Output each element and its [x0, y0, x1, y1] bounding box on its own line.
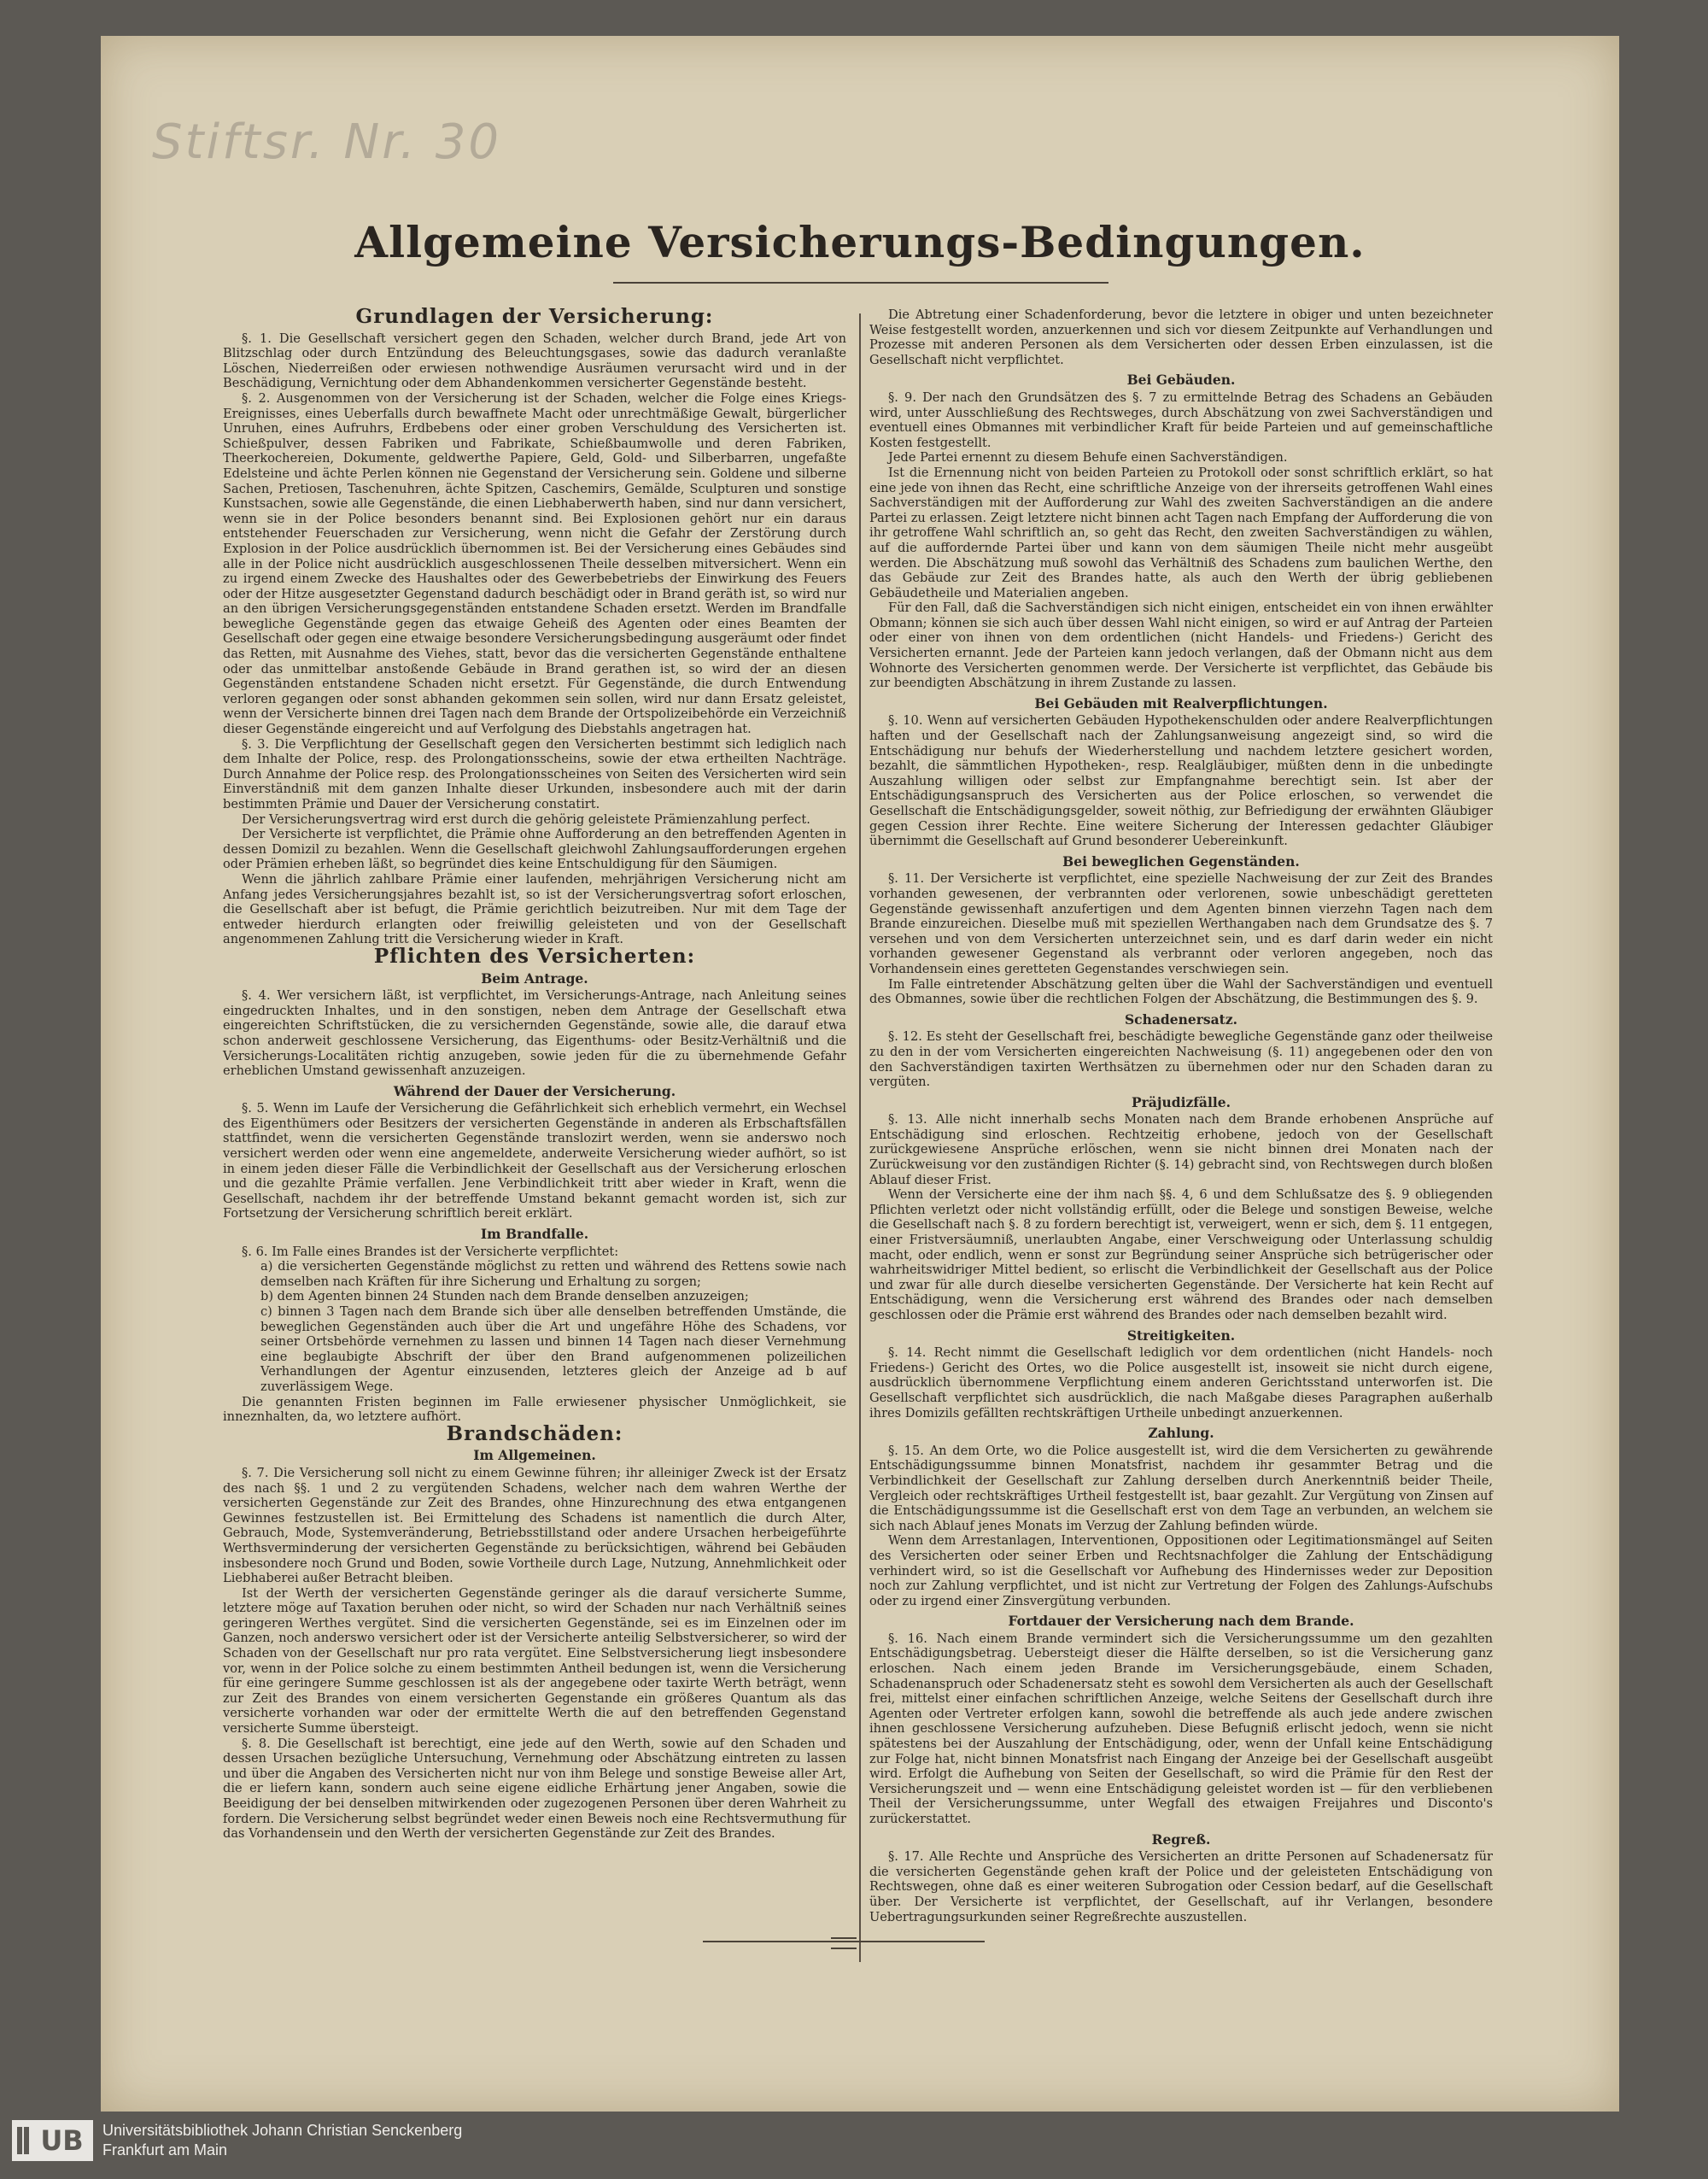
left-column	[223, 305, 846, 1842]
paragraph-13: §. 13. Alle nicht innerhalb sechs Monaten nach dem Brande erhobenen Ansprüche auf Entschädigung sind erloschen. Rechtzeitig erhobene, jedoch von der Gesellschaft zurückgewiesene Ansprüche erlöschen, wenn sie nicht binnen drei Monaten nach der Zurückweisung vor den zuständigen Richter (§. 14) gebracht sind, von Rechtswegen durch bloßen Ablauf dieser Frist.	[869, 1112, 1493, 1187]
paragraph-4: §. 4. Wer versichern läßt, ist verpflichtet, im Versicherungs-Antrage, nach Anleitung seines eingedruckten Inhaltes, und in den sonstigen, neben dem Antrage der Gesellschaft etwa eingereichten Schriftstücken, die zu versichernden Gegenstände, sowie alle, die darauf etwa schon anderweit geschlossene Versicherung, das Eigenthums- oder Besitz-Verhältniß und die Versicherungs-Localitäten richtig anzugeben, sowie jeden für die zu übernehmende Gefahr erheblichen Umstand gewissenhaft anzuzeigen.	[223, 988, 846, 1079]
paragraph-12: §. 12. Es steht der Gesellschaft frei, beschädigte bewegliche Gegenstände ganz oder theilweise zu den in der vom Versicherten eingereichten Nachweisung (§. 11) angegebenen oder den von den Sachverständigen taxirten Werthsätzen zu übernehmen oder nur den Schaden daran zu vergüten.	[869, 1029, 1493, 1090]
document-sheet	[101, 36, 1619, 2112]
paragraph-3b: Der Versicherungsvertrag wird erst durch die gehörig geleistete Prämienzahlung perfect.	[242, 811, 810, 827]
subheading-gebauden: Bei Gebäuden.	[1126, 372, 1236, 389]
paragraph-2: §. 2. Ausgenommen von der Versicherung ist der Schaden, welcher die Folge eines Kriegs-Ereignisses, eines Ueberfalls durch bewaffnete Macht oder unrechtmäßige Gewalt, bürgerlicher Unruhen, eines Aufruhrs, Erdbebens oder einer groben Verschuldung des Versicherten ist. Schießpulver, dessen Fabriken und Fabrikate, Schießbaumwolle und deren Fabriken, Theerkochereien, Dokumente, geldwerthe Papiere, Geld, Gold- und Silberbarren, ungefaßte Edelsteine und ächte Perlen können nie Gegenstand der Versicherung sein. Goldene und silberne Sachen, Pretiosen, Taschenuhren, ächte Spitzen, Caschemirs, Gemälde, Sculpturen und sonstige Kunstsachen, sowie alle Gegenstände, die einen Liebhaberwerth haben, sind nur dann versichert, wenn sie in der Police besonders benannt sind. Bei Explosionen gehört nur ein daraus entstehender Feuerschaden zur Versicherung, wenn nicht die Gefahr der Zerstörung durch Explosion in der Police ausdrücklich übernommen ist. Bei der Versicherung eines Gebäudes sind alle in der Police nicht ausdrücklich ausgeschlossenen Theile desselben mitversichert. Wenn ein zu irgend einem Zwecke des Haushaltes oder des Gewerbebetriebs der Einwirkung des Feuers oder der Hitze ausgesetzter Gegenstand dadurch beschädigt oder in Brand geräth ist, so wird nur an den übrigen Versicherungsgegenständen entstandene Schaden ersetzt. Werden im Brandfalle bewegliche Gegenstände gegen das etwaige Geheiß des Agenten oder eines Beamten der Gesellschaft oder gegen eine etwaige besondere Versicherungsbedingung ausgeräumt oder findet das Retten, mit Ausnahme des Viehes, statt, bevor das die versicherten Gegenstände enthaltene oder das unmittelbar anstoßende Gebäude in Brand gerathen ist, so wird der an diesen Gegenständen entstandene Schaden nicht ersetzt. Für Gegenstände, die durch Entwendung verloren gegangen oder sonst abhanden gekommen sein sollen, wird nur dann Ersatz geleistet, wenn der Versicherte binnen drei Tagen nach dem Brande der Ortspolizeibehörde ein Verzeichniß dieser Gegenstände eingereicht und auf Verfolgung des Diebstahls angetragen hat.	[223, 390, 846, 737]
footer-institution: Universitätsbibliothek Johann Christian Senckenberg	[102, 2122, 463, 2139]
paragraph-9d: Für den Fall, daß die Sachverständigen sich nicht einigen, entscheidet ein von ihnen erwählter Obmann; können sie sich auch über dessen Wahl nicht einigen, so wird er auf Antrag der Parteien oder einer von ihnen von dem ordentlichen (nicht Handels- und Friedens-) Gericht des Versicherten ernannt. Jede der Parteien kann jedoch verlangen, daß der Obmann nicht aus dem Wohnorte des Versicherten genommen werde. Der Versicherte ist verpflichtet, das Gebäude bis zur beendigten Abschätzung in ihrem Zustande zu lassen.	[869, 600, 1493, 691]
library-logo-icon	[15, 2123, 38, 2158]
end-ornament	[703, 1941, 985, 1942]
paragraph-3c: Der Versicherte ist verpflichtet, die Prämie ohne Aufforderung an den betreffenden Agenten in dessen Domizil zu bezahlen. Wenn die Gesellschaft gleichwohl Zahlungsaufforderungen ergehen oder Prämien erheben läßt, so begründet dies keine Entschuldigung für den Säumigen.	[223, 827, 846, 872]
right-column	[869, 308, 1493, 1924]
paragraph-16: §. 16. Nach einem Brande vermindert sich die Versicherungssumme um den gezahlten Entschädigungsbetrag. Uebersteigt dieser die Hälfte derselben, so ist die Versicherung ganz erloschen. Nach einem jeden Brande im Versicherungsgebäude, einem Schaden, Schadenanspruch oder Schadenersatz steht es sowohl dem Versicherten als auch der Gesellschaft frei, mittelst einer einfachen schriftlichen Anzeige, welche Seitens der Gesellschaft durch ihre Agenten oder Vertreter erfolgen kann, sowohl die betreffende als auch jede andere zwischen ihnen geschlossene Versicherung aufzuheben. Diese Befugniß erlischt jedoch, wenn sie nicht spätestens bei der Auszahlung der Entschädigung, oder, wenn der Unfall keine Entschädigung zur Folge hat, nicht binnen Monatsfrist nach Eingang der Anzeige bei der Gesellschaft ausgeübt wird. Erfolgt die Aufhebung von Seiten der Gesellschaft, so wird die Prämie für den Rest der Versicherungszeit und — wenn eine Entschädigung geleistet worden ist — für den verbliebenen Theil der Versicherungssumme, unter Wegfall des etwaigen Freijahres und Disconto's zurückerstattet.	[869, 1631, 1493, 1826]
paragraph-11b: Im Falle eintretender Abschätzung gelten über die Wahl der Sachverständigen und eventuell des Obmannes, sowie über die rechtlichen Folgen der Abschätzung, die Bestimmungen des §. 9.	[869, 976, 1493, 1007]
column-divider	[859, 313, 861, 1962]
subheading-streitigkeiten: Streitigkeiten.	[1126, 1327, 1236, 1344]
paragraph-3: §. 3. Die Verpflichtung der Gesellschaft gegen den Versicherten bestimmt sich lediglich nach dem Inhalte der Police, resp. des Prolongationsscheins, sowie der etwa ertheilten Nachträge. Durch Annahme der Police resp. des Prolongationsscheines von Seiten des Versicherten wird sein Einverständniß mit dem ganzen Inhalte dieser Urkunden, insbesondere auch mit der darin bestimmten Prämie und Dauer der Versicherung constatirt.	[223, 736, 846, 811]
library-footer	[0, 2112, 1708, 2179]
heading-brandschaden: Brandschäden:	[446, 1421, 623, 1445]
duty-list	[223, 1259, 846, 1394]
paragraph-7b: Ist der Werth der versicherten Gegenstände geringer als die darauf versicherte Summe, letztere möge auf Taxation beruhen oder nicht, so wird der Schaden nur nach Verhältniß seines geringeren Werthes vergütet. Sind die versicherten Gegenstände, sei es im Einzelnen oder im Ganzen, noch anderswo versichert oder ist der Versicherte anteilig Selbstversicherer, so wird der Schaden von der Gesellschaft nur pro rata vergütet. Eine Selbstversicherung liegt insbesondere vor, wenn in der Police solche zu einem bestimmten Antheil bedungen ist, wenn die Versicherung für eine geringere Summe geschlossen ist als der angegebene oder taxirte Werth beträgt, wenn zur Zeit des Brandes von einem versicherten Gegenstande ein größeres Quantum als das versicherte vorhanden war oder der ermittelte Werth die auf den betreffenden Gegenstand versicherte Summe übersteigt.	[223, 1585, 846, 1737]
subheading-praejudizfaelle: Präjudizfälle.	[1131, 1093, 1231, 1110]
subheading-beweglichen: Bei beweglichen Gegenständen.	[1062, 852, 1300, 870]
subheading-zahlung: Zahlung.	[1148, 1425, 1214, 1442]
subheading-dauer: Während der Dauer der Versicherung.	[393, 1082, 676, 1099]
subheading-antrage: Beim Antrage.	[481, 969, 588, 987]
subheading-regress: Regreß.	[1151, 1830, 1211, 1848]
heading-pflichten: Pflichten des Versicherten:	[373, 944, 696, 968]
paragraph-17: §. 17. Alle Rechte und Ansprüche des Versicherten an dritte Personen auf Schadenersatz für die versicherten Gegenstände gehen kraft der Police und der geleisteten Entschädigung von Rechtswegen, ohne daß es einer weiteren Subrogation oder Cession bedarf, auf die Gesellschaft über. Der Versicherte ist verpflichtet, der Gesellschaft, auf ihr Verlangen, besondere Uebertragungsurkunden seiner Regreßrechte auszustellen.	[869, 1849, 1493, 1924]
subheading-brandfalle: Im Brandfalle.	[480, 1226, 589, 1243]
list-item: a) die versicherten Gegenstände möglichst zu retten und während des Rettens sowie nach demselben nach Kräften für ihre Sicherung und Erhaltung zu sorgen;	[260, 1259, 846, 1289]
paragraph-15: §. 15. An dem Orte, wo die Police ausgestellt ist, wird die dem Versicherten zu gewährende Entschädigungssumme binnen Monatsfrist, nachdem ihr gesammter Betrag und die Verbindlichkeit der Gesellschaft zur Zahlung derselben durch Anerkenntniß beider Theile, Vergleich oder rechtskräftiges Urtheil festgestellt ist, baar gezahlt. Zur Vergütung von Zinsen auf die Entschädigungssumme ist die Gesellschaft erst von dem Tage an verbunden, an welchem sie sich nach Ablauf jenes Monats im Verzug der Zahlung befinden würde.	[869, 1443, 1493, 1533]
title-rule	[613, 282, 1108, 284]
paragraph-8b: Die Abtretung einer Schadenforderung, bevor die letztere in obiger und unten bezeichneter Weise festgestellt worden, anzuerkennen und sich vor diesem Zeitpunkte auf Verhandlungen und Prozesse mit anderen Personen als dem Versicherten oder dessen Erben einzulassen, ist die Gesellschaft nicht verpflichtet.	[869, 308, 1493, 367]
paragraph-14: §. 14. Recht nimmt die Gesellschaft lediglich vor dem ordentlichen (nicht Handels- noch Friedens-) Gericht des Ortes, wo die Police ausgestellt ist, insoweit sie nicht durch eigene, ausdrücklich übernommene Verpflichtung einem anderen Gerichtsstand unterworfen ist. Die Gesellschaft verpflichtet sich ausdrücklich, die nach Maßgabe dieses Paragraphen außerhalb ihres Domizils gefällten rechtskräftigen Urtheile unbedingt anzuerkennen.	[869, 1345, 1493, 1420]
paragraph-9b: Jede Partei ernennt zu diesem Behufe einen Sachverständigen.	[888, 450, 1288, 466]
paragraph-5: §. 5. Wenn im Laufe der Versicherung die Gefährlichkeit sich erheblich vermehrt, ein Wechsel des Eigenthümers oder Besitzers der versicherten Gegenstände in anderen als Erbschaftsfällen stattfindet, wenn die versicherten Gegenstände translozirt werden, wenn sie anderswo noch versichert werden oder wenn eine angemeldete, anderweite Versicherung wieder aufhört, so ist in einem jeden dieser Fälle die Verbindlichkeit der Gesellschaft aus der Versicherung erloschen und die gezahlte Prämie verfallen. Jene Verbindlichkeit tritt aber wieder in Kraft, wenn die Gesellschaft, nachdem ihr der betreffende Umstand bekannt gemacht worden ist, sich zur Fortsetzung der Versicherung schriftlich bereit erklärt.	[223, 1101, 846, 1221]
footer-city: Frankfurt am Main	[102, 2141, 228, 2158]
heading-grundlagen: Grundlagen der Versicherung:	[355, 305, 714, 328]
list-item: b) dem Agenten binnen 24 Stunden nach dem Brande denselben anzuzeigen;	[260, 1289, 749, 1304]
paragraph-3d: Wenn die jährlich zahlbare Prämie einer laufenden, mehrjährigen Versicherung nicht am Anfang jedes Versicherungsjahres bezahlt ist, so ist der Versicherungsvertrag sofort erloschen, die Gesellschaft aber ist befugt, die Prämie gerichtlich beizutreiben. Nur mit dem Tage der entweder hierdurch erlangten oder freiwillig geleisteten und von der Gesellschaft angenommenen Zahlung tritt die Versicherung wieder in Kraft.	[223, 871, 846, 947]
subheading-realverpflichtungen: Bei Gebäuden mit Realverpflichtungen.	[1034, 694, 1328, 712]
paragraph-8: §. 8. Die Gesellschaft ist berechtigt, eine jede auf den Werth, sowie auf den Schaden und dessen Ursachen bezügliche Untersuchung, Vernehmung oder Abschätzung eintreten zu lassen und über die Angaben des Versicherten nicht nur von ihm Belege und sonstige Beweise aller Art, die er liefern kann, sondern auch seine eigene eidliche Erhärtung jener Angaben, sowie die Beeidigung der bei denselben mitwirkenden oder zugezogenen Personen über deren Wahrheit zu fordern. Die Versicherung selbst begründet weder einen Beweis noch eine Rechtsvermuthung für das Vorhandensein und den Werth der versicherten Gegenstände zur Zeit des Brandes.	[223, 1736, 846, 1842]
paragraph-10: §. 10. Wenn auf versicherten Gebäuden Hypothekenschulden oder andere Realverpflichtungen haften und der Gesellschaft nach der Zahlungsanweisung angezeigt sind, so wird die Entschädigung nur behufs der Wiederherstellung und nachdem letztere gesichert worden, bezahlt, die sämmtlichen Hypotheken-, resp. Realgläubiger, müßten denn in die unbedingte Auszahlung willigen oder selbst zur Empfangnahme berechtigt sein. Ist aber der Entschädigungsanspruch des Versicherten aus der Police erloschen, so verwendet die Gesellschaft die Entschädigungsgelder, soweit nöthig, zur Befriedigung der erwähnten Gläubiger gegen Cession ihrer Rechte. Eine weitere Sicherung der Interessen gedachter Gläubiger übernimmt die Gesellschaft auf Grund besonderer Uebereinkunft.	[869, 713, 1493, 849]
paragraph-11: §. 11. Der Versicherte ist verpflichtet, eine spezielle Nachweisung der zur Zeit des Brandes vorhanden gewesenen, der verbrannten oder verlorenen, sowie unbeschädigt geretteten Gegenstände gewissenhaft anzufertigen und dem Agenten binnen vierzehn Tagen nach dem Brande einzureichen. Dieselbe muß mit speziellen Werthangaben nach dem Grundsatze des §. 7 versehen und von dem Versicherten unterzeichnet sein, und es darf darin weder ein nicht vorhanden gewesener Gegenstand als verbrannt oder verloren angegeben, noch das Vorhandensein eines geretteten Gegenstandes verschwiegen sein.	[869, 871, 1493, 976]
subheading-allgemeinen: Im Allgemeinen.	[473, 1447, 596, 1464]
paragraph-6: §. 6. Im Falle eines Brandes ist der Versicherte verpflichtet:	[242, 1244, 619, 1259]
page-title: Allgemeine Versicherungs-Bedingungen.	[354, 217, 1366, 267]
paragraph-13b: Wenn der Versicherte eine der ihm nach §§. 4, 6 und dem Schlußsatze des §. 9 obliegenden Pflichten verletzt oder nicht vollständig erfüllt, oder die Belege und sonstigen Beweise, welche die Gesellschaft nach §. 8 zu fordern berechtigt ist, verweigert, wenn er sich, dem §. 11 entgegen, einer Fristversäumniß, unerlaubten Angabe, einer Verschweigung oder Unterlassung schuldig macht, oder endlich, wenn er sonst zur Begründung seiner Ansprüche sich betrügerischer oder wahrheitswidriger Mittel bedient, so erlischt die Verbindlichkeit der Gesellschaft aus der Police und zwar für alle durch dieselbe versicherten Gegenstände. Der Versicherte hat kein Recht auf Entschädigung, wenn die Versicherung erst während des Brandes oder nach demselben geschlossen oder die Prämie erst während des Brandes oder nach demselben bezahlt wird.	[869, 1187, 1493, 1322]
ub-logo	[12, 2120, 93, 2161]
handwritten-note: Stiftsr. Nr. 30	[152, 114, 502, 170]
paragraph-7: §. 7. Die Versicherung soll nicht zu einem Gewinne führen; ihr alleiniger Zweck ist der Ersatz des nach §§. 1 und 2 zu vergütenden Schadens, welcher nach dem wahren Werthe der versicherten Gegenstände zur Zeit des Brandes, ohne Hinzurechnung des etwa entgangenen Gewinnes festzustellen ist. Bei Ermittelung des Schadens ist namentlich die durch Alter, Gebrauch, Mode, Systemveränderung, Betriebsstillstand oder andere Ursachen herbeigeführte Werthsverminderung der versicherten Gegenstände zu berücksichtigen, während bei Gebäuden insbesondere noch Grund und Boden, sowie Vortheile durch Lage, Nutzung, Annehmlichkeit oder Liebhaberei außer Betracht bleiben.	[223, 1465, 846, 1586]
paragraph-9: §. 9. Der nach den Grundsätzen des §. 7 zu ermittelnde Betrag des Schadens an Gebäuden wird, unter Ausschließung des Rechtsweges, durch Abschätzung von zwei Sachverständigen und eventuell eines Obmannes mit verbindlicher Kraft für beide Parteien und auf gemeinschaftliche Kosten festgestellt.	[869, 390, 1493, 450]
paragraph-6d: Die genannten Fristen beginnen im Falle erwiesener physischer Unmöglichkeit, sie inneznhalten, da, wo letztere aufhört.	[223, 1394, 846, 1425]
logo-text: UB	[40, 2124, 84, 2157]
subheading-schadenersatz: Schadenersatz.	[1124, 1010, 1238, 1028]
paragraph-15b: Wenn dem Arrestanlagen, Interventionen, Oppositionen oder Legitimationsmängel auf Seiten des Versicherten oder seiner Erben und Rechtsnachfolger die Zahlung der Entschädigung verhindert wird, so ist die Gesellschaft vor Aufhebung des Hindernisses weder zur Deposition noch zur Zahlung verpflichtet, und ist nicht zur Vertretung der Folgen des Zahlungs-Aufschubs oder zu irgend einer Zinsvergütung verbunden.	[869, 1533, 1493, 1608]
subheading-fortdauer: Fortdauer der Versicherung nach dem Brande.	[1008, 1613, 1354, 1630]
paragraph-9c: Ist die Ernennung nicht von beiden Parteien zu Protokoll oder sonst schriftlich erklärt, so hat eine jede von ihnen das Recht, eine schriftliche Anzeige von der ihrerseits getroffenen Wahl eines Sachverständigen mit der Aufforderung zur Wahl des zweiten Sachverständigen an die andere Partei zu erlassen. Zeigt letztere nicht binnen acht Tagen nach Empfang der Aufforderung die von ihr getroffene Wahl schriftlich an, so geht das Recht, den zweiten Sachverständigen zu wählen, auf die auffordernde Partei über und kann von dem säumigen Theile nicht mehr ausgeübt werden. Die Abschätzung muß sowohl das Verhältniß des Schadens zum baulichen Werthe, den das Gebäude zur Zeit des Brandes hatte, als auch den Werth der übrig gebliebenen Gebäudetheile und Materialien angeben.	[869, 465, 1493, 600]
paragraph-1: §. 1. Die Gesellschaft versichert gegen den Schaden, welcher durch Brand, jede Art von Blitzschlag oder durch Entzündung des Beleuchtungsgases, sowie das dadurch veranlaßte Löschen, Niederreißen oder erwiesen nothwendige Ausräumen verursacht wird und in der Beschädigung, Vernichtung oder dem Abhandenkommen versicherter Gegenstände besteht.	[223, 331, 846, 391]
list-item: c) binnen 3 Tagen nach dem Brande sich über alle denselben betreffenden Umstände, die beweglichen Gegenständen auch über die Art und ungefähre Höhe des Schadens, vor seiner Ortsbehörde vernehmen zu lassen und binnen 14 Tagen nach dieser Vernehmung eine beglaubigte Abschrift der über den Brand aufgenommenen polizeilichen Verhandlungen der Agentur einzusenden, letzteres gleich der Anzeige ad b auf zuverlässigem Wege.	[260, 1304, 846, 1394]
